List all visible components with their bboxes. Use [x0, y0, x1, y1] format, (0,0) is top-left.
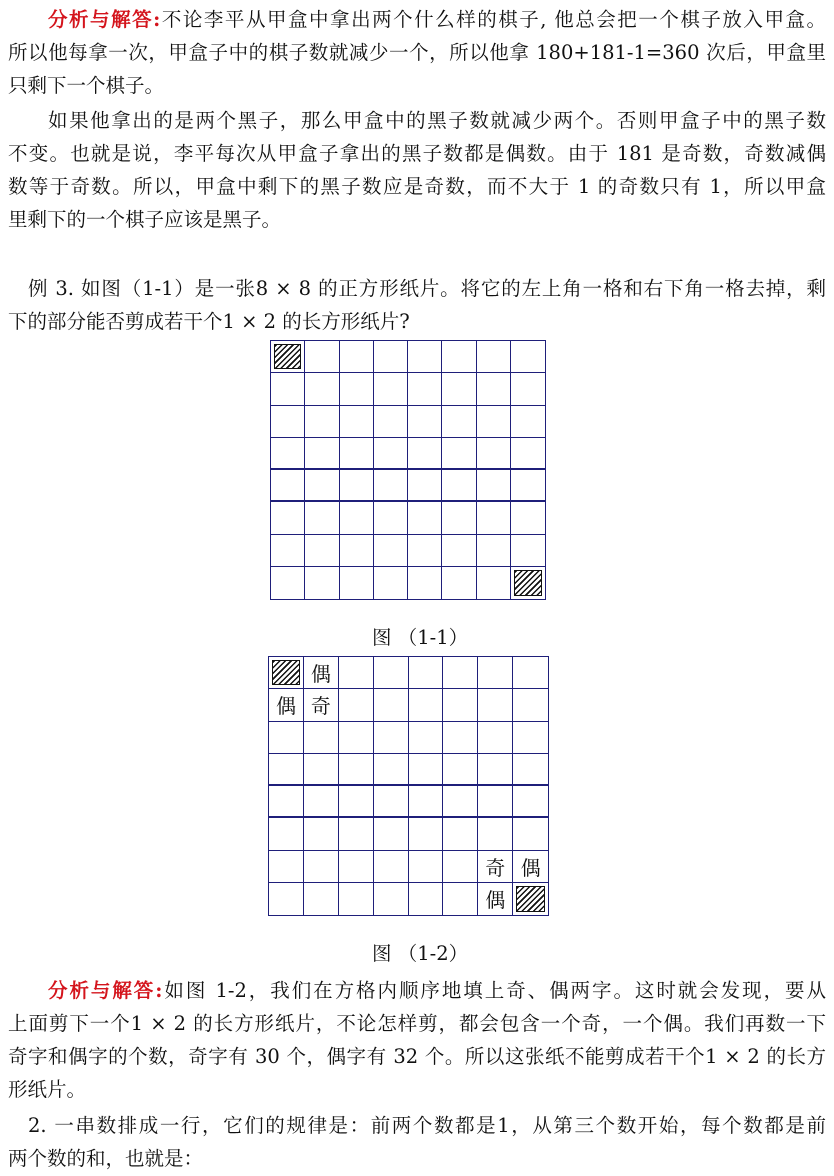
grid-cell: [304, 851, 339, 883]
grid-cell: [478, 754, 513, 786]
grid-cell: [513, 818, 548, 850]
grid-cell: [511, 502, 545, 534]
removed-cell: [269, 657, 304, 689]
grid-cell: [409, 657, 444, 689]
removed-cell: [511, 567, 545, 599]
grid-cell: [443, 689, 478, 721]
grid-cell: [374, 883, 409, 915]
grid-cell: [304, 754, 339, 786]
grid-cell: [443, 851, 478, 883]
grid-cell: [339, 657, 374, 689]
grid-cell: [374, 851, 409, 883]
grid-cell: [374, 502, 408, 534]
grid-cell: [513, 657, 548, 689]
grid-cell: [374, 438, 408, 470]
removed-cell: [271, 341, 305, 373]
hatch-pattern: [274, 344, 301, 369]
grid-cell: [304, 818, 339, 850]
example-line-2: 下的部分能否剪成若干个1 × 2 的长方形纸片?: [8, 310, 410, 333]
grid-cell: [409, 818, 444, 850]
analysis2-line-3: 奇字和偶字的个数，奇字有 30 个，偶字有 32 个。所以这张纸不能剪成若干个1 × 2 的长方: [8, 1045, 826, 1068]
cell-label: 偶: [520, 855, 541, 880]
grid-cell: [443, 818, 478, 850]
grid-cell: [511, 535, 545, 567]
cell-label: 偶: [310, 662, 331, 687]
grid-cell: [305, 406, 339, 438]
analysis-line-1: [8, 4, 826, 36]
cell-label: 奇: [310, 694, 331, 719]
analysis2-label: 分析与解答:: [48, 979, 163, 1002]
grid-cell: [269, 754, 304, 786]
figure1-cells: [270, 340, 546, 600]
grid-cell: [477, 406, 511, 438]
grid-cell: [478, 657, 513, 689]
paragraph-line-4: 里剩下的一个棋子应该是黑子。: [8, 208, 282, 231]
grid-cell: [374, 818, 409, 850]
hatch-pattern: [514, 570, 542, 596]
grid-cell: [442, 567, 476, 599]
grid-cell: [305, 373, 339, 405]
grid-cell: [305, 502, 339, 534]
grid-cell: [271, 535, 305, 567]
grid-cell: [408, 567, 442, 599]
analysis2-text: 如图 1-2，我们在方格内顺序地填上奇、偶两字。这时就会发现，要从: [162, 979, 826, 1002]
grid-cell: [513, 786, 548, 818]
grid-cell: [478, 818, 513, 850]
grid-cell: [271, 567, 305, 599]
grid-cell: [305, 341, 339, 373]
grid-cell: [408, 470, 442, 502]
grid-cell: [269, 883, 304, 915]
removed-cell: [513, 883, 548, 915]
grid-cell: [340, 502, 374, 534]
grid-cell: [408, 502, 442, 534]
grid-cell: [408, 341, 442, 373]
grid-cell: [304, 786, 339, 818]
grid-cell: [511, 341, 545, 373]
grid-cell: [513, 689, 548, 721]
grid-cell: [340, 438, 374, 470]
hatch-pattern: [272, 660, 300, 685]
grid-cell: [409, 883, 444, 915]
grid-cell: [339, 689, 374, 721]
grid-cell: [339, 818, 374, 850]
grid-cell: [269, 722, 304, 754]
grid-cell: [374, 722, 409, 754]
grid-cell: [304, 722, 339, 754]
paragraph-line-1: 如果他拿出的是两个黑子，那么甲盒中的黑子数就减少两个。否则甲盒子中的黑子数: [48, 109, 826, 132]
analysis-line-2: 所以他每拿一次，甲盒子中的棋子数就减少一个，所以他拿 180+181-1=360 次后，甲盒里: [8, 41, 826, 64]
grid-cell: [511, 373, 545, 405]
grid-cell: [443, 722, 478, 754]
grid-cell: [271, 373, 305, 405]
grid-cell: [477, 438, 511, 470]
grid-cell: [442, 406, 476, 438]
grid-cell: [305, 470, 339, 502]
grid-cell: [269, 689, 304, 721]
grid-cell: [442, 502, 476, 534]
cell-label: 奇: [485, 855, 506, 880]
grid-cell: [271, 438, 305, 470]
grid-cell: [443, 786, 478, 818]
grid-cell: [271, 406, 305, 438]
grid-cell: [339, 754, 374, 786]
grid-cell: [408, 438, 442, 470]
grid-cell: [374, 373, 408, 405]
grid-cell: [340, 406, 374, 438]
grid-cell: [340, 535, 374, 567]
grid-cell: [269, 851, 304, 883]
figure-1-1-caption: 图 （1-1）: [372, 626, 469, 649]
grid-cell: [442, 341, 476, 373]
grid-cell: [408, 373, 442, 405]
grid-cell: [340, 373, 374, 405]
grid-cell: [304, 883, 339, 915]
hatch-pattern: [516, 886, 545, 912]
grid-cell: [409, 722, 444, 754]
grid-cell: [271, 502, 305, 534]
grid-cell: [442, 470, 476, 502]
grid-cell: [374, 786, 409, 818]
grid-cell: [408, 406, 442, 438]
grid-cell: [340, 567, 374, 599]
grid-cell: [339, 851, 374, 883]
analysis-text: 不论李平从甲盒中拿出两个什么样的棋子, 他总会把一个棋子放入甲盒。: [160, 8, 826, 31]
grid-cell: [409, 754, 444, 786]
grid-cell: [269, 818, 304, 850]
cell-label: 偶: [275, 694, 296, 719]
grid-cell: [443, 657, 478, 689]
analysis-label: 分析与解答:: [48, 8, 161, 31]
grid-cell: [443, 754, 478, 786]
grid-cell: [374, 754, 409, 786]
grid-cell: [374, 657, 409, 689]
figure2-cells: [268, 656, 549, 916]
figure-1-2-grid: [268, 656, 549, 916]
cell-label: 偶: [485, 888, 506, 913]
grid-cell: [478, 722, 513, 754]
grid-cell: [513, 722, 548, 754]
grid-cell: [305, 535, 339, 567]
analysis-line-3: 只剩下一个棋子。: [8, 74, 165, 97]
grid-cell: [477, 373, 511, 405]
grid-cell: [478, 689, 513, 721]
grid-cell: [442, 535, 476, 567]
grid-cell: [340, 341, 374, 373]
grid-cell: [304, 689, 339, 721]
grid-cell: [409, 786, 444, 818]
grid-cell: [409, 689, 444, 721]
analysis2-line-1: [8, 975, 826, 1007]
analysis2-line-2: 上面剪下一个1 × 2 的长方形纸片，不论怎样剪，都会包含一个奇，一个偶。我们再数一下: [8, 1012, 826, 1035]
grid-cell: [443, 883, 478, 915]
grid-cell: [477, 567, 511, 599]
grid-cell: [374, 567, 408, 599]
grid-cell: [374, 341, 408, 373]
grid-cell: [511, 438, 545, 470]
figure-1-1-grid: [270, 340, 546, 600]
grid-cell: [511, 470, 545, 502]
grid-cell: [304, 657, 339, 689]
analysis2-line-4: 形纸片。: [8, 1078, 87, 1101]
grid-cell: [478, 851, 513, 883]
grid-cell: [339, 786, 374, 818]
paragraph-line-3: 数等于奇数。所以，甲盒中剩下的黑子数应是奇数，而不大于 1 的奇数只有 1，所以甲盒: [8, 175, 826, 198]
grid-cell: [513, 851, 548, 883]
grid-cell: [305, 438, 339, 470]
grid-cell: [374, 689, 409, 721]
paragraph-line-2: 不变。也就是说，李平每次从甲盒子拿出的黑子数都是偶数。由于 181 是奇数，奇数减偶: [8, 142, 826, 165]
grid-cell: [340, 470, 374, 502]
example-line-1: 例 3. 如图（1-1）是一张8 × 8 的正方形纸片。将它的左上角一格和右下角一格去掉，剩: [28, 277, 826, 300]
grid-cell: [409, 851, 444, 883]
grid-cell: [269, 786, 304, 818]
grid-cell: [511, 406, 545, 438]
grid-cell: [478, 883, 513, 915]
grid-cell: [374, 535, 408, 567]
grid-cell: [477, 502, 511, 534]
figure-1-2-caption: 图 （1-2）: [372, 942, 469, 965]
grid-cell: [374, 406, 408, 438]
grid-cell: [339, 722, 374, 754]
grid-cell: [477, 341, 511, 373]
grid-cell: [442, 438, 476, 470]
grid-cell: [478, 786, 513, 818]
grid-cell: [513, 754, 548, 786]
grid-cell: [477, 535, 511, 567]
grid-cell: [477, 470, 511, 502]
grid-cell: [339, 883, 374, 915]
grid-cell: [305, 567, 339, 599]
grid-cell: [374, 470, 408, 502]
grid-cell: [442, 373, 476, 405]
grid-cell: [271, 470, 305, 502]
grid-cell: [408, 535, 442, 567]
item2-line-2: 两个数的和，也就是：: [8, 1147, 204, 1170]
item2-line-1: 2. 一串数排成一行，它们的规律是：前两个数都是1，从第三个数开始，每个数都是前: [28, 1114, 826, 1137]
